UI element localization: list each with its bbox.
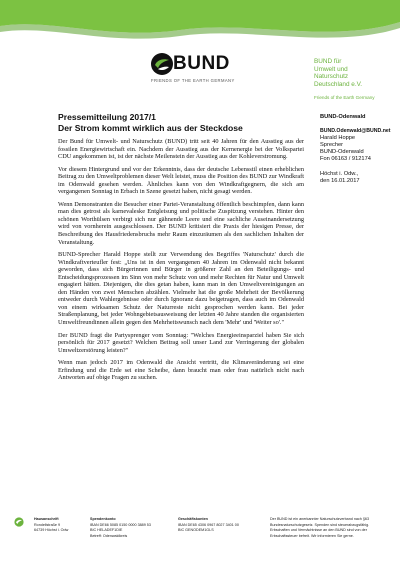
footer-address-title: Hausanschrift (34, 517, 59, 521)
footer-address (34, 517, 68, 534)
org-line: Naturschutz (314, 73, 349, 81)
footer-donation-account (90, 517, 151, 539)
body-paragraph: BUND-Sprecher Harald Hoppe stellt zur Verwendung des Begriffes 'Naturschutz' durch die Windkraftverteufler fest: „Uns ist in den vergangenen 40 Jahren im Odenwald nicht bekannt geworden, dass sich Bürgerinnen und Bürger in größerer Zahl an den Beteiligungs- und Entscheidungsprozessen im Sinn von mehr Schutz von und mehr Rechten für Natur und Umwelt engagiert hätten. Diejenigen, die dies getan haben, kann man in den Umweltvereinigungen an den Händen von zwei Menschen abzählen. Vielmehr hat die große Mehrheit der Bevölkerung entweder durch Wahlergebnisse oder durch Ignoranz dazu beigetragen, dass auch im Odenwald von einem wirksamen Schutz der Naturreste nicht gesprochen werden kann. Bei jeder Straßenplanung, bei jeder Wohngebietsausweisung der letzten 40 Jahre standen die organisierten Umweltfreundinnen allein gegen den Mehrheitswunsch nach dem 'Mehr' und 'Weiter so'." (58, 251, 304, 327)
bund-logo-symbol-icon (150, 52, 174, 76)
bund-logo (150, 50, 260, 90)
body-paragraph: Der BUND fragt die Partysprenger vom Sonntag: "Welches Energieeinsparziel haben Sie sich persönlich für 2017 gesetzt? Welchen Beitrag soll unser Land zur Verringerung der globalen Umweltzerstörung leisten?" (58, 331, 304, 354)
body-paragraph: Wenn Demonstranten die Besucher einer Partei-Veranstaltung öffentlich beschimpfen, dann kann man dies getrost als karnevaleske Entgleisung und politische Zuspitzung verstehen. Hinter den schönen Worthülsen verbirgt sich nur gähnende Leere und eine sachliche Auseinandersetzung wird von vornherein ausgeschlossen. Der BUND kritisiert die Praxis der hiesigen Presse, der Beschreibung des Hausfriedensbruchs mehr Raum einzuräumen als den sachlichen Inhalten der Veranstaltung. (58, 200, 304, 246)
footer-address-line: Rondellstraße 9 (34, 522, 61, 527)
sidebar-date: den 16.01.2017 (320, 177, 360, 184)
press-release-body (58, 138, 304, 387)
contact-sidebar (320, 114, 398, 185)
organization-name-block (314, 58, 394, 102)
sidebar-phone: Fon 06163 / 912174 (320, 156, 371, 163)
header-wave-decoration (0, 0, 400, 46)
footer-business-title: Geschäftskonten (178, 517, 208, 521)
sidebar-email[interactable]: BUND.Odenwald@BUND.net (320, 128, 391, 135)
press-release-number: Pressemitteilung 2017/1 (58, 112, 156, 122)
footer-business-line: IBAN DE65 4306 0967 8027 3401 00 (178, 522, 239, 527)
footer-address-line: 64739 Höchst i. Odw (34, 528, 69, 533)
org-line: Umwelt und (314, 65, 348, 73)
footer-donation-title: Spendenkonto (90, 517, 116, 521)
footer-business-line: BIC GENODEM1GLS (178, 528, 214, 533)
press-release-headline: Der Strom kommt wirklich aus der Steckdose (58, 123, 243, 133)
logo-wordmark: BUND (173, 53, 230, 74)
footer-donation-line: BIC HELADEF1DIE (90, 528, 123, 533)
footer-donation-line: IBAN DE66 5085 0150 0000 3889 53 (90, 522, 151, 527)
body-paragraph: Der Bund für Umwelt- und Naturschutz (BUND) tritt seit 40 Jahren für den Ausstieg aus der fossilen Energiewirtschaft ein. Nachdem der Ausstieg aus der Kernenergie bei der Volkspartei CDU angekommen ist, ist der nächste Meilenstein der Ausstieg aus der Kohleverstromung. (58, 138, 304, 161)
footer-legal-note: Der BUND ist ein anerkannter Naturschutzverband nach §63 Bundesnaturschutzgesetz. Spenden sind steuerabzugsfähig. Erbschaften und Vermächtnisse an den BUND sind von der Erbschaftssteuer befreit. Wir informieren Sie gerne. (270, 517, 370, 538)
sidebar-org-name: BUND-Odenwald (320, 114, 366, 120)
footer-donation-line: Betreff: Odenwaldkreis (90, 533, 128, 538)
org-line: Deutschland e.V. (314, 80, 363, 88)
letter-footer (0, 513, 400, 563)
body-paragraph: Vor diesem Hintergrund und vor der Erkenntnis, dass der deutsche Lebensstil einen erheblichen Beitrag zu den Umweltproblemen dieser Welt leistet, muss die Position des BUND zur Windkraft im Odenwald gesehen werden. Ähnliches kann von den Windkraftgegnern, die sich am vergangenen Sonntag in Erbach in Szene gesetzt haben, nicht gesagt werden. (58, 165, 304, 196)
org-foe-line: Friends of the Earth Germany (314, 95, 375, 101)
sidebar-place: Höchst i. Odw., (320, 170, 359, 177)
footer-business-accounts (178, 517, 239, 534)
body-paragraph: Wenn man jedoch 2017 im Odenwald die Ansicht vertritt, die Klimaveränderung sei eine Erfindung und die Erde sei eine Scheibe, dann braucht man oder frau natürlich nicht nach Antworten auf obige Fragen zu suchen. (58, 359, 304, 382)
bund-small-logo-icon (14, 517, 24, 527)
org-line: BUND für (314, 58, 342, 65)
sidebar-contact-line: BUND-Odenwald (320, 149, 364, 156)
logo-tagline: FRIENDS OF THE EARTH GERMANY (151, 78, 235, 83)
sidebar-contact-line: Sprecher (320, 142, 344, 149)
sidebar-contact-line: Harald Hoppe (320, 135, 356, 142)
